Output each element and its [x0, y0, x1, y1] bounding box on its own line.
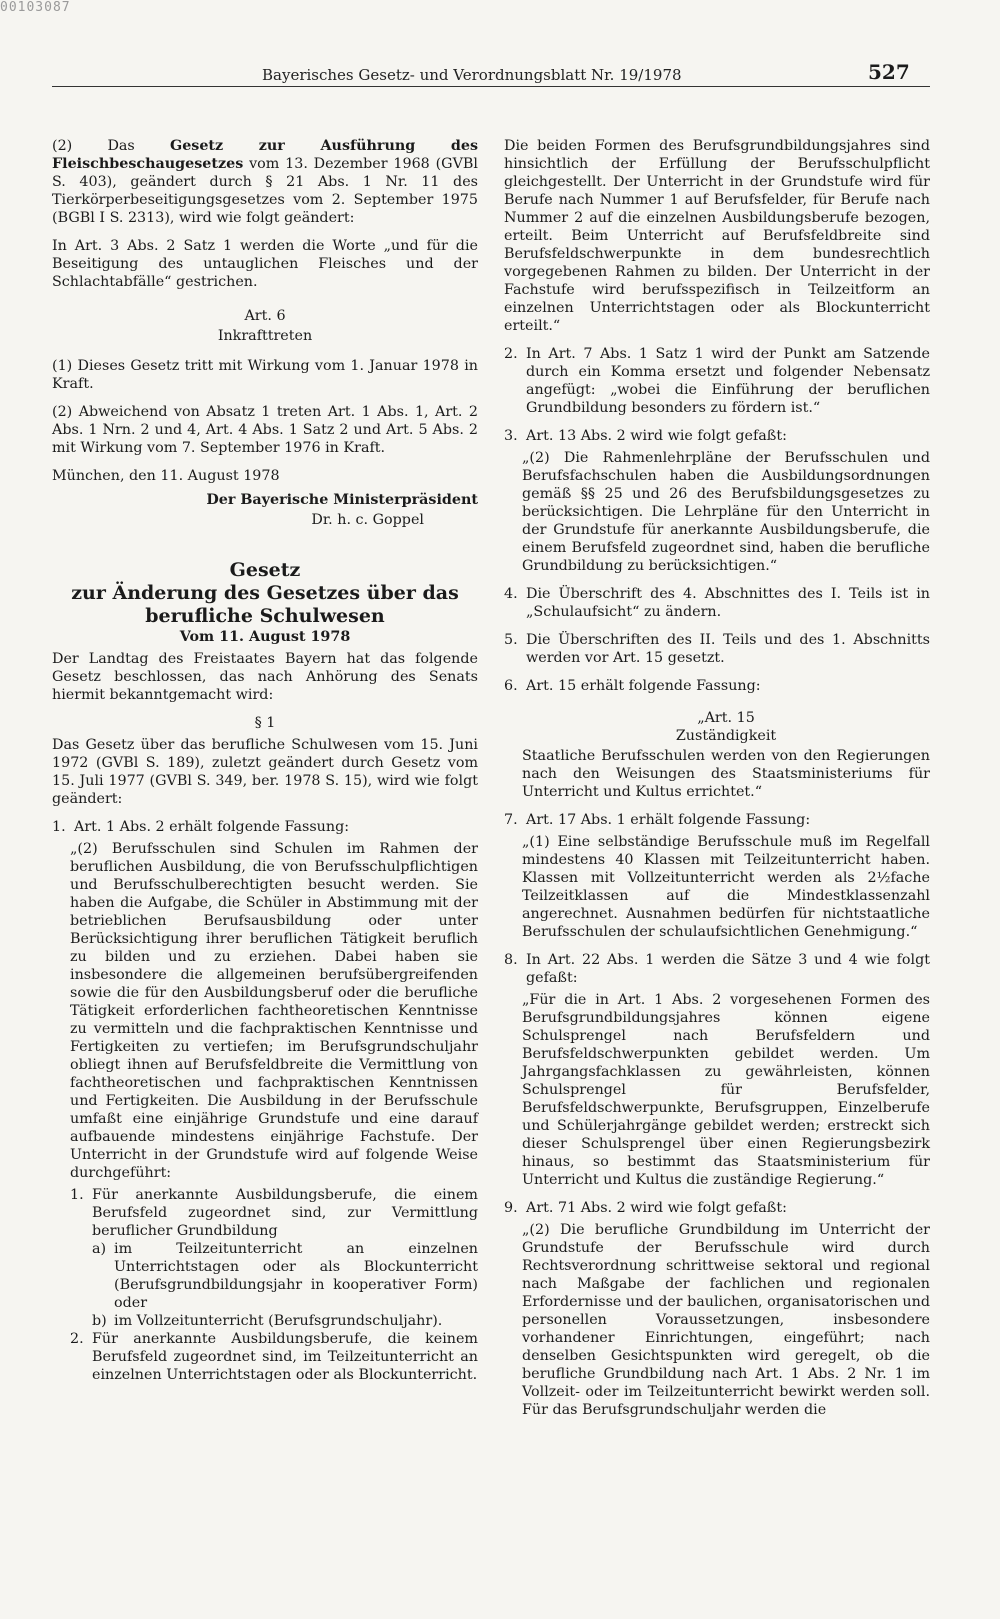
paragraph: Die beiden Formen des Berufsgrundbildungsjahres sind hinsichtlich der Erfüllung der Berufsschulpflicht gleichgestellt. Der Unterricht in der Grundstufe wird für Berufe nach Nummer 1 auf Berufsfelder, für Berufe nach Nummer 2 auf die einzelnen Ausbildungsberufe bezogen, erteilt. Beim Unterricht auf Berufsfeldbreite sind Berufsfeldschwerpunkte in dem bundesrechtlich vorgegebenen Rahmen zu bilden. Der Unterricht in der Fachstufe wird berufsspezifisch in Teilzeitform an einzelnen Unterrichtstagen oder als Blockunterricht erteilt.“ [504, 138, 930, 334]
header-rule [52, 86, 930, 87]
list-item: 1. Für anerkannte Ausbildungsberufe, die einem Berufsfeld zugeordnet sind, zur Vermittlung beruflicher Grundbildung [70, 1187, 478, 1239]
list-item: 5. Die Überschriften des II. Teils und des 1. Abschnitts werden vor Art. 15 gesetzt. [504, 632, 930, 666]
list-item: a) im Teilzeitunterricht an einzelnen Unterrichtstagen oder als Blockunterricht (Berufsgrundbildungsjahr in kooperativer Form) oder [92, 1241, 478, 1311]
list-item: b) im Vollzeitunterricht (Berufsgrundschuljahr). [92, 1313, 443, 1329]
quoted-text: „Für die in Art. 1 Abs. 2 vorgesehenen Formen des Berufsgrundbildungsjahres können eigene Schulsprengel nach Berufsfeldern und Berufsfeldschwerpunkten gebildet werden. Um Jahrgangsfachklassen zu gewährleisten, können Schulsprengel für Berufsfelder, Berufsfeldschwerpunkte, Berufsgruppen, Einzelberufe und Schülerjahrgänge gebildet werden; erstreckt sich dieser Schulsprengel über einen Regierungsbezirk hinaus, so bestimmt das Staatsministerium für Unterricht und Kultus die zuständige Regierung.“ [522, 992, 930, 1188]
paragraph: (2) Das Gesetz zur Ausführung des Fleischbeschaugesetzes vom 13. Dezember 1968 (GVBl S. 403), geändert durch § 21 Abs. 1 Nr. 11 des Tierkörperbeseitigungsgesetzes vom 2. September 1975 (BGBl I S. 2313), wird wie folgt geändert: [52, 138, 479, 226]
article-heading: Art. 6 [244, 308, 286, 324]
scan-mark: 00103087 [0, 0, 71, 15]
signer-name: Dr. h. c. Goppel [311, 512, 424, 528]
law-title: Gesetz [229, 559, 301, 581]
article-title: Zuständigkeit [675, 728, 777, 744]
signer-title: Der Bayerische Ministerpräsident [206, 492, 478, 508]
paragraph: (1) Dieses Gesetz tritt mit Wirkung vom 1. Januar 1978 in Kraft. [52, 358, 478, 392]
place-date: München, den 11. August 1978 [52, 468, 280, 484]
section-heading: § 1 [254, 715, 276, 731]
list-item: 4. Die Überschrift des 4. Abschnittes des I. Teils ist in „Schulaufsicht“ zu ändern. [504, 586, 930, 620]
list-item: 3. Art. 13 Abs. 2 wird wie folgt gefaßt: [504, 428, 787, 444]
list-item: 2. Für anerkannte Ausbildungsberufe, die keinem Berufsfeld zugeordnet sind, im Teilzeitunterricht an einzelnen Unterrichtstagen oder als Blockunterricht. [70, 1331, 478, 1383]
law-date: Vom 11. August 1978 [179, 629, 351, 645]
article-heading: „Art. 15 [697, 710, 755, 726]
quoted-text: „(2) Die Rahmenlehrpläne der Berufsschulen und Berufsfachschulen haben die Ausbildungsordnungen gemäß §§ 25 und 26 des Berufsbildungsgesetzes zu berücksichtigen. Die Lehrpläne für den Unterricht in der Grundstufe für anerkannte Ausbildungsberufe, die einem Berufsfeld zugeordnet sind, haben die berufliche Grundbildung zu berücksichtigen.“ [522, 450, 930, 574]
list-item: 9. Art. 71 Abs. 2 wird wie folgt gefaßt: [504, 1200, 787, 1216]
law-title: berufliche Schulwesen [145, 605, 385, 627]
list-item: 6. Art. 15 erhält folgende Fassung: [504, 678, 761, 694]
page-number: 527 [868, 60, 910, 84]
paragraph: Das Gesetz über das berufliche Schulwesen vom 15. Juni 1972 (GVBl S. 189), zuletzt geändert durch Gesetz vom 15. Juli 1977 (GVBl S. 349, ber. 1978 S. 15), wird wie folgt geändert: [52, 737, 478, 807]
right-column [504, 137, 930, 1429]
list-item: 8. In Art. 22 Abs. 1 werden die Sätze 3 und 4 wie folgt gefaßt: [504, 952, 930, 986]
quoted-text: „(2) Die berufliche Grundbildung im Unterricht der Grundstufe der Berufsschule wird durch Rechtsverordnung schrittweise sektoral und regional nach Maßgabe der fachlichen und regionalen Erfordernisse und der baulichen, organisatorischen und personellen Voraussetzungen, insbesondere vorhandener Einrichtungen, eingeführt; nach denselben Gesichtspunkten wird geregelt, ob die berufliche Grundbildung nach Art. 1 Abs. 2 Nr. 1 im Vollzeit- oder im Teilzeitunterricht bewirkt werden soll. Für das Berufsgrundschuljahr werden die [522, 1222, 930, 1418]
paragraph: In Art. 3 Abs. 2 Satz 1 werden die Worte „und für die Beseitigung des untauglichen Fleisches und der Schlachtabfälle“ gestrichen. [52, 238, 478, 290]
paragraph: (2) Abweichend von Absatz 1 treten Art. 1 Abs. 1, Art. 2 Abs. 1 Nrn. 2 und 4, Art. 4 Abs. 1 Satz 2 und Art. 5 Abs. 2 mit Wirkung vom 7. September 1976 in Kraft. [52, 404, 478, 456]
quoted-text: „(2) Berufsschulen sind Schulen im Rahmen der beruflichen Ausbildung, die von Berufsschulpflichtigen und Berufsschulberechtigten besucht werden. Sie haben die Aufgabe, die Schüler in Abstimmung mit der betrieblichen Berufsausbildung oder unter Berücksichtigung ihrer beruflichen Tätigkeit beruflich zu bilden und zu erziehen. Dabei haben sie insbesondere die allgemeinen berufsübergreifenden sowie die für den Ausbildungsberuf oder die berufliche Tätigkeit erforderlichen fachtheoretischen Kenntnisse zu vermitteln und die fachpraktischen Kenntnisse und Fertigkeiten zu vertiefen; im Berufsgrundschuljahr obliegt ihnen auf Berufsfeldbreite die Vermittlung von fachtheoretischen und fachpraktischen Kenntnissen und Fertigkeiten. Die Ausbildung in der Berufsschule umfaßt eine einjährige Grundstufe und eine darauf aufbauende mindestens einjährige Fachstufe. Der Unterricht in der Grundstufe wird auf folgende Weise durchgeführt: [70, 841, 478, 1181]
list-item: 2. In Art. 7 Abs. 1 Satz 1 wird der Punkt am Satzende durch ein Komma ersetzt und folgender Nebensatz angefügt: „wobei die Einführung der beruflichen Grundbildung besonders zu fördern ist.“ [504, 346, 930, 416]
list-item: 7. Art. 17 Abs. 1 erhält folgende Fassung: [504, 812, 811, 828]
quoted-text: „(1) Eine selbständige Berufsschule muß im Regelfall mindestens 40 Klassen mit Teilzeitunterricht haben. Klassen mit Vollzeitunterricht werden als 2½fache Teilzeitklassen auf die Mindestklassenzahl angerechnet. Ausnahmen bedürfen für nichtstaatliche Berufsschulen der schulaufsichtlichen Genehmigung.“ [522, 834, 930, 940]
quoted-text: Staatliche Berufsschulen werden von den Regierungen nach den Weisungen des Staatsministeriums für Unterricht und Kultus errichtet.“ [522, 748, 930, 800]
article-title: Inkrafttreten [217, 328, 313, 344]
left-column [52, 137, 478, 1384]
paragraph: Der Landtag des Freistaates Bayern hat das folgende Gesetz beschlossen, das nach Anhörung des Senats hiermit bekanntgemacht wird: [52, 651, 478, 703]
running-header: Bayerisches Gesetz- und Verordnungsblatt Nr. 19/1978 [262, 66, 682, 84]
law-title: zur Änderung des Gesetzes über das [71, 582, 459, 604]
list-item: 1. Art. 1 Abs. 2 erhält folgende Fassung: [52, 819, 350, 835]
